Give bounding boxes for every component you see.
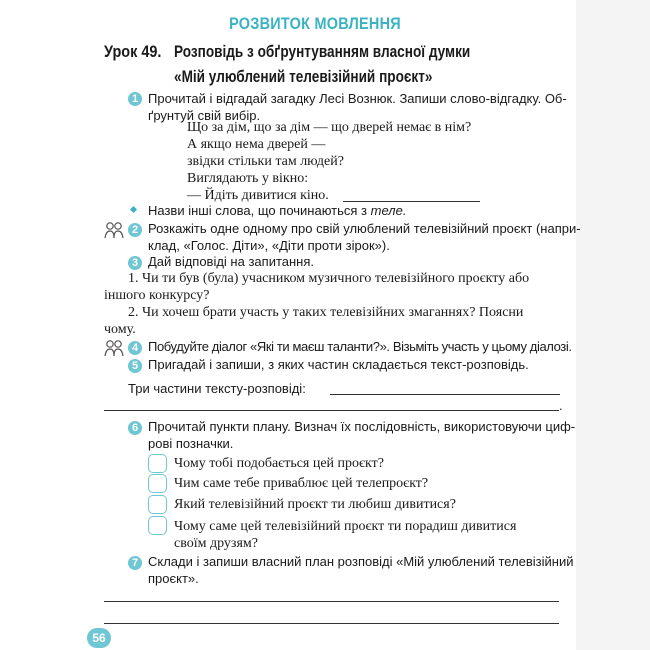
- riddle-line-1: Що за дім, що за дім — що дверей немає в нім?: [187, 120, 472, 135]
- task-5-badge: 5: [128, 359, 142, 373]
- riddle-line-2: А якщо нема дверей —: [187, 137, 326, 152]
- task-6-badge: 6: [128, 421, 142, 435]
- question-2-line2: чому.: [104, 322, 136, 337]
- task-1-subtask-italic: теле.: [370, 203, 407, 218]
- task-1-subtask-text: Назви інші слова, що починаються з: [148, 203, 371, 218]
- task-3-line1: Дай відповіді на запитання.: [148, 254, 314, 269]
- riddle-line-4: Виглядають у вікно:: [187, 171, 309, 186]
- task-1-line1: Прочитай і відгадай загадку Лесі Вознюк. Запиши слово-відгадку. Об-: [148, 91, 567, 106]
- plan-item-4-line2: своїм друзям?: [174, 536, 258, 551]
- plan-checkbox-4[interactable]: [148, 516, 167, 535]
- lesson-title-line2: «Мій улюблений телевізійний проєкт»: [174, 67, 433, 86]
- question-2-line1: 2. Чи хочеш брати участь у таких телевізійних змаганнях? Поясни: [128, 305, 524, 320]
- riddle-line-3: звідки стільки там людей?: [187, 154, 344, 169]
- task-4-badge: 4: [128, 341, 142, 355]
- task-5-line1: Пригадай і запиши, з яких частин складається текст-розповідь.: [148, 357, 529, 372]
- plan-checkbox-3[interactable]: [148, 495, 167, 514]
- bullet-diamond-icon: [130, 206, 137, 213]
- task-7-answer-line-1[interactable]: [104, 601, 559, 602]
- task-6-line1: Прочитай пункти плану. Визнач їх послідовність, використовуючи циф-: [148, 419, 576, 434]
- pair-work-icon: [104, 339, 124, 357]
- task-2-badge: 2: [128, 223, 142, 237]
- task-2-line2: клад, «Голос. Діти», «Діти проти зірок»).: [148, 238, 390, 253]
- question-1-line1: 1. Чи ти був (була) учасником музичного телевізійного проєкту або: [128, 271, 530, 286]
- question-1-line2: іншого конкурсу?: [104, 288, 210, 303]
- plan-checkbox-2[interactable]: [148, 474, 167, 493]
- task-4-line1: Побудуйте діалог «Які ти маєш таланти?». Візьміть участь у цьому діалозі.: [148, 339, 572, 354]
- plan-item-4-line1: Чому саме цей телевізійний проєкт ти порадиш дивитися: [174, 519, 517, 534]
- task-5-period: .: [559, 398, 563, 413]
- task-3-badge: 3: [128, 256, 142, 270]
- riddle-line-5: — Йдіть дивитися кіно.: [187, 188, 329, 203]
- pair-work-icon: [104, 221, 124, 239]
- task-7-line2: проєкт».: [148, 571, 199, 586]
- section-title: РОЗВИТОК МОВЛЕННЯ: [229, 14, 401, 33]
- page-number: 56: [87, 628, 111, 648]
- task-1-line2: ґрунтуй свій вибір.: [148, 108, 261, 123]
- lesson-title-line1: Розповідь з обґрунтуванням власної думки: [174, 42, 471, 61]
- task-6-line2: рові позначки.: [148, 436, 234, 451]
- plan-item-2: Чим саме тебе приваблює цей телепроєкт?: [174, 476, 429, 491]
- task-2-line1: Розкажіть одне одному про свій улюблений телевізійний проєкт (напри-: [148, 221, 581, 236]
- page-edge: [576, 0, 650, 650]
- plan-checkbox-1[interactable]: [148, 454, 167, 473]
- task-1-badge: 1: [128, 92, 142, 106]
- lesson-number: Урок 49.: [104, 42, 162, 61]
- task-1-subtask: [148, 202, 406, 219]
- task-7-answer-line-2[interactable]: [104, 623, 559, 624]
- plan-item-1: Чому тобі подобається цей проєкт?: [174, 456, 384, 471]
- task-5-answer-line-2[interactable]: [104, 410, 559, 411]
- task-7-line1: Склади і запиши власний план розповіді «Мій улюблений телевізійний: [148, 554, 574, 569]
- task-5-answer-label: Три частини тексту-розповіді:: [128, 381, 306, 396]
- plan-item-3: Який телевізійний проєкт ти любиш дивитися?: [174, 497, 456, 512]
- task-5-answer-line-1[interactable]: [330, 394, 560, 395]
- task-7-badge: 7: [128, 556, 142, 570]
